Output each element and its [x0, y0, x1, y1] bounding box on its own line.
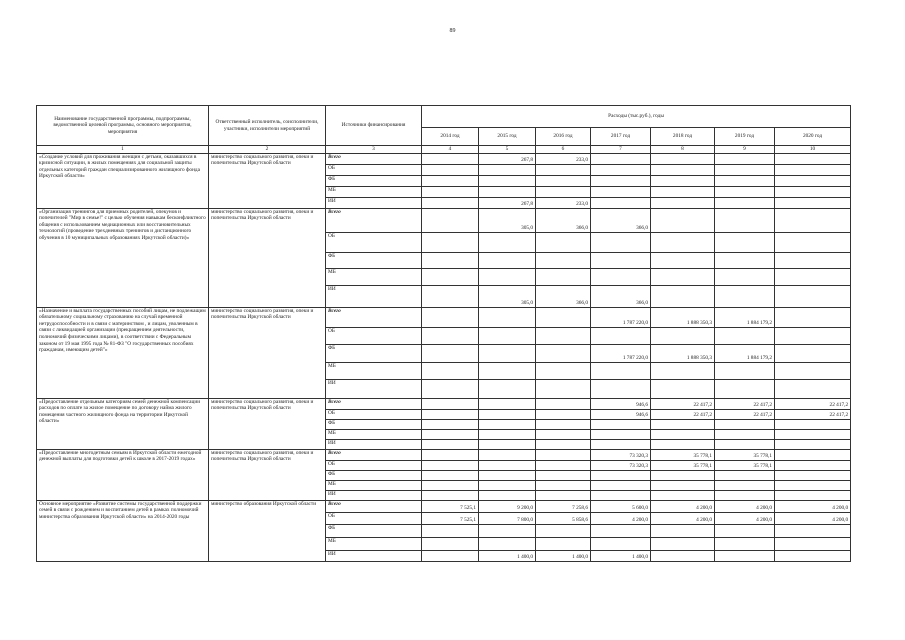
expense-value — [422, 327, 479, 344]
expense-value: 7 800,0 — [479, 512, 536, 524]
expense-value — [715, 550, 775, 561]
funding-source: Всего — [326, 500, 422, 512]
expense-value — [591, 252, 651, 268]
expense-value — [422, 362, 479, 379]
expense-value: 1 884 179,2 — [715, 344, 775, 362]
expense-value — [651, 153, 715, 164]
expense-value: 366,0 — [591, 208, 651, 232]
expense-value: 7 525,1 — [422, 500, 479, 512]
expense-value — [775, 470, 851, 480]
expense-value — [775, 429, 851, 439]
expense-value — [591, 327, 651, 344]
expense-value: 22 417,2 — [715, 409, 775, 419]
header-year: 2015 год — [479, 128, 536, 146]
expense-value — [591, 175, 651, 186]
expense-value — [536, 524, 591, 537]
expense-value — [536, 232, 591, 252]
expense-value: 4 200,0 — [775, 512, 851, 524]
expense-value — [422, 537, 479, 550]
expense-value: 946,6 — [591, 409, 651, 419]
expense-value — [422, 524, 479, 537]
funding-source: ФБ — [326, 175, 422, 186]
expense-value — [775, 480, 851, 490]
program-executor: министерство социального развития, опеки и попечительства Иркутской области — [209, 449, 326, 500]
column-index: 5 — [479, 146, 536, 154]
expense-value: 305,0 — [479, 208, 536, 232]
expense-value — [479, 480, 536, 490]
expense-value — [715, 379, 775, 398]
expense-value — [651, 285, 715, 307]
expense-value — [715, 480, 775, 490]
funding-source: МБ — [326, 362, 422, 379]
expense-value — [536, 164, 591, 175]
header-year: 2020 год — [775, 128, 851, 146]
funding-source: Всего — [326, 398, 422, 409]
expense-value: 7 258,6 — [536, 500, 591, 512]
expense-value — [536, 419, 591, 429]
expense-value — [422, 379, 479, 398]
expense-value — [536, 480, 591, 490]
funding-source: ОБ — [326, 512, 422, 524]
expense-value — [775, 460, 851, 470]
expense-value — [775, 537, 851, 550]
expense-value — [479, 344, 536, 362]
funding-source: ИИ — [326, 490, 422, 500]
expense-value — [715, 175, 775, 186]
expense-value — [591, 537, 651, 550]
expense-value — [479, 186, 536, 197]
expense-value: 305,0 — [479, 285, 536, 307]
expense-value: 35 778,1 — [715, 460, 775, 470]
expense-value — [715, 153, 775, 164]
expense-value — [422, 449, 479, 460]
expense-value: 4 200,0 — [715, 500, 775, 512]
expense-value: 267,8 — [479, 153, 536, 164]
expense-value — [715, 362, 775, 379]
header-year: 2014 год — [422, 128, 479, 146]
expense-value — [422, 197, 479, 208]
expense-value — [536, 344, 591, 362]
column-index: 4 — [422, 146, 479, 154]
expense-value — [536, 379, 591, 398]
funding-source: ИИ — [326, 439, 422, 449]
expense-value — [422, 470, 479, 480]
expense-value — [591, 153, 651, 164]
expense-value — [715, 164, 775, 175]
expense-value — [715, 327, 775, 344]
funding-source: МБ — [326, 268, 422, 285]
program-executor: министерство социального развития, опеки и попечительства Иркутской области — [209, 153, 326, 208]
expense-value: 4 200,0 — [651, 512, 715, 524]
header-executor: Ответственный исполнитель, соисполнители, участники, исполнители мероприятий — [209, 106, 326, 146]
expense-value — [715, 252, 775, 268]
funding-source: ФБ — [326, 524, 422, 537]
expense-value — [775, 419, 851, 429]
expense-value: 1 884 179,2 — [715, 307, 775, 327]
expense-value — [715, 524, 775, 537]
expense-value: 4 200,0 — [715, 512, 775, 524]
expense-value — [479, 409, 536, 419]
expense-value — [775, 164, 851, 175]
expense-value: 35 778,1 — [651, 449, 715, 460]
expense-value — [479, 362, 536, 379]
program-name: «Назначение и выплата государственных пособий лицам, не подлежащим обязательному социальному страхованию на случай временной нетрудоспособности и в связи с материнством , и лицам, уволенным в связи с ликвидацией организации (прекращением деятельности, полномочий физическими лицами), в соответствии с Федеральным законом от 19 мая 1995 года № 81-ФЗ "О государственных пособиях гражданам, имеющим детей"» — [37, 307, 209, 398]
expense-value — [479, 449, 536, 460]
expense-value — [775, 449, 851, 460]
expense-value — [715, 197, 775, 208]
expense-value — [422, 268, 479, 285]
expense-value — [651, 524, 715, 537]
expense-value — [422, 439, 479, 449]
expense-value: 35 778,1 — [651, 460, 715, 470]
expense-value — [479, 327, 536, 344]
expense-value — [651, 186, 715, 197]
expense-value — [591, 429, 651, 439]
expense-value — [422, 164, 479, 175]
expense-value — [651, 419, 715, 429]
expense-value — [536, 439, 591, 449]
expense-value — [479, 379, 536, 398]
expense-value — [651, 429, 715, 439]
expense-value: 22 417,2 — [651, 409, 715, 419]
column-index: 7 — [591, 146, 651, 154]
expense-value: 4 200,0 — [775, 500, 851, 512]
expense-value — [536, 398, 591, 409]
expense-value — [591, 490, 651, 500]
expense-value — [775, 550, 851, 561]
expense-value — [775, 285, 851, 307]
expense-value — [715, 439, 775, 449]
expense-value — [422, 252, 479, 268]
funding-source: МБ — [326, 429, 422, 439]
table-row — [37, 449, 851, 460]
expense-value — [422, 460, 479, 470]
expense-value — [591, 439, 651, 449]
expense-value — [651, 208, 715, 232]
expense-value — [536, 460, 591, 470]
expense-value — [775, 153, 851, 164]
expense-value — [479, 490, 536, 500]
budget-table — [36, 105, 851, 562]
expense-value — [536, 429, 591, 439]
header-source: Источники финансирования — [326, 106, 422, 146]
expense-value — [479, 524, 536, 537]
funding-source: ФБ — [326, 344, 422, 362]
expense-value — [715, 419, 775, 429]
expense-value — [651, 470, 715, 480]
funding-source: МБ — [326, 480, 422, 490]
expense-value — [422, 490, 479, 500]
table-row — [37, 208, 851, 232]
expense-value — [479, 439, 536, 449]
program-name: «Предоставление многодетным семьям в Иркутской области ежегодной денежной выплаты для подготовки детей к школе в 2017-2019 годах» — [37, 449, 209, 500]
expense-value — [479, 470, 536, 480]
expense-value — [536, 537, 591, 550]
expense-value — [651, 164, 715, 175]
expense-value: 1 400,0 — [536, 550, 591, 561]
expense-value — [715, 490, 775, 500]
expense-value — [715, 232, 775, 252]
expense-value — [715, 429, 775, 439]
funding-source: ОБ — [326, 232, 422, 252]
expense-value — [775, 186, 851, 197]
expense-value — [422, 285, 479, 307]
expense-value — [591, 379, 651, 398]
funding-source: Всего — [326, 153, 422, 164]
expense-value: 1 787 220,0 — [591, 307, 651, 327]
funding-source: ФБ — [326, 470, 422, 480]
expense-value — [422, 429, 479, 439]
funding-source: Всего — [326, 449, 422, 460]
expense-value: 73 320,3 — [591, 460, 651, 470]
expense-value — [536, 327, 591, 344]
expense-value — [591, 524, 651, 537]
expense-value — [775, 362, 851, 379]
expense-value — [651, 490, 715, 500]
column-index: 3 — [326, 146, 422, 154]
expense-value — [479, 164, 536, 175]
funding-source: ИИ — [326, 379, 422, 398]
expense-value: 7 525,1 — [422, 512, 479, 524]
expense-value: 9 200,0 — [479, 500, 536, 512]
expense-value — [591, 268, 651, 285]
expense-value — [591, 419, 651, 429]
expense-value — [479, 175, 536, 186]
column-index: 10 — [775, 146, 851, 154]
expense-value — [775, 307, 851, 327]
program-executor: министерство социального развития, опеки и попечительства Иркутской области — [209, 398, 326, 449]
table-row — [37, 398, 851, 409]
expense-value — [479, 398, 536, 409]
expense-value — [715, 208, 775, 232]
program-name: «Создание условий для проживания женщин с детьми, оказавшихся в кризисной ситуации, в жилых помещениях для социальной защиты отдельных категорий граждан специализированного жилищного фонда Иркутской области» — [37, 153, 209, 208]
expense-value: 5 600,0 — [591, 500, 651, 512]
expense-value — [775, 252, 851, 268]
program-name: «Предоставление отдельным категориям семей денежной компенсации расходов по оплате за жилое помещение по договору найма жилого помещения частного жилищного фонда на территории Иркутской области» — [37, 398, 209, 449]
column-index: 9 — [715, 146, 775, 154]
header-year: 2019 год — [715, 128, 775, 146]
expense-value — [479, 307, 536, 327]
expense-value — [422, 398, 479, 409]
expense-value — [775, 344, 851, 362]
expense-value — [651, 379, 715, 398]
expense-value — [479, 232, 536, 252]
expense-value: 366,0 — [536, 285, 591, 307]
expense-value: 22 417,2 — [775, 398, 851, 409]
expense-value — [422, 344, 479, 362]
expense-value — [775, 175, 851, 186]
column-index: 2 — [209, 146, 326, 154]
expense-value — [422, 175, 479, 186]
expense-value: 233,0 — [536, 197, 591, 208]
funding-source: ОБ — [326, 327, 422, 344]
expense-value — [715, 186, 775, 197]
header-name: Наименование государственной программы, подпрограммы, ведомственной целевой программы, основного мероприятия, мероприятия — [37, 106, 209, 146]
expense-value — [715, 537, 775, 550]
funding-source: ОБ — [326, 164, 422, 175]
expense-value — [422, 232, 479, 252]
expense-value — [422, 550, 479, 561]
expense-value — [591, 197, 651, 208]
expense-value — [651, 268, 715, 285]
expense-value — [536, 186, 591, 197]
funding-source: ФБ — [326, 419, 422, 429]
column-index: 8 — [651, 146, 715, 154]
expense-value — [591, 232, 651, 252]
expense-value — [775, 524, 851, 537]
expense-value — [775, 197, 851, 208]
expense-value: 35 778,1 — [715, 449, 775, 460]
expense-value — [715, 470, 775, 480]
program-name: Основное мероприятие «Развитие системы государственной поддержки семей в связи с рождением и воспитанием детей в рамках полномочий министерства образования Иркутской области» на 2014-2020 годы — [37, 500, 209, 561]
expense-value — [591, 164, 651, 175]
table-row — [37, 307, 851, 327]
expense-value — [591, 480, 651, 490]
program-executor: министерство социального развития, опеки и попечительства Иркутской области — [209, 307, 326, 398]
expense-value — [479, 419, 536, 429]
expense-value — [775, 379, 851, 398]
expense-value: 22 417,2 — [775, 409, 851, 419]
expense-value — [479, 252, 536, 268]
expense-value — [536, 449, 591, 460]
expense-value: 1 888 350,3 — [651, 307, 715, 327]
expense-value — [775, 232, 851, 252]
expense-value — [651, 550, 715, 561]
expense-value: 73 320,3 — [591, 449, 651, 460]
expense-value — [775, 439, 851, 449]
expense-value — [422, 208, 479, 232]
expense-value — [536, 175, 591, 186]
expense-value: 1 888 350,3 — [651, 344, 715, 362]
expense-value — [591, 186, 651, 197]
expense-value: 5 858,6 — [536, 512, 591, 524]
expense-value — [651, 537, 715, 550]
expense-value — [422, 307, 479, 327]
funding-source: ОБ — [326, 409, 422, 419]
funding-source: Всего — [326, 208, 422, 232]
funding-source: МБ — [326, 186, 422, 197]
expense-value: 1 400,0 — [479, 550, 536, 561]
expense-value: 1 400,0 — [591, 550, 651, 561]
expense-value — [422, 419, 479, 429]
expense-value — [536, 470, 591, 480]
expense-value — [536, 252, 591, 268]
expense-value — [651, 252, 715, 268]
expense-value — [651, 362, 715, 379]
expense-value: 946,6 — [591, 398, 651, 409]
header-year: 2016 год — [536, 128, 591, 146]
expense-value — [536, 268, 591, 285]
expense-value — [775, 268, 851, 285]
expense-value — [479, 460, 536, 470]
expense-value — [651, 175, 715, 186]
expense-value — [536, 362, 591, 379]
expense-value — [479, 537, 536, 550]
header-year: 2017 год — [591, 128, 651, 146]
expense-value — [422, 480, 479, 490]
expense-value — [775, 490, 851, 500]
expense-value — [651, 480, 715, 490]
program-name: «Организация тренингов для приемных родителей, опекунов и попечителей "Мир в семье!" с целью обучения навыкам бесконфликтного общения с использованием медиационных или восстановительных технологий (проведение трехдневных тренингов и дистанционного обучения в 10 муниципальных образованиях Иркутской области)» — [37, 208, 209, 307]
expense-value — [591, 362, 651, 379]
expense-value: 22 417,2 — [715, 398, 775, 409]
funding-source: ИИ — [326, 197, 422, 208]
expense-value: 366,0 — [536, 208, 591, 232]
funding-source: ИИ — [326, 550, 422, 561]
expense-value — [775, 208, 851, 232]
funding-source: ФБ — [326, 252, 422, 268]
expense-value — [715, 268, 775, 285]
funding-source: ОБ — [326, 460, 422, 470]
expense-value — [775, 327, 851, 344]
expense-value — [651, 327, 715, 344]
page-number: 89 — [449, 28, 456, 34]
expense-value: 4 200,0 — [651, 500, 715, 512]
expense-value: 4 200,0 — [591, 512, 651, 524]
expense-value — [651, 439, 715, 449]
column-index: 1 — [37, 146, 209, 154]
expense-value — [479, 268, 536, 285]
header-expenses: Расходы (тыс.руб.), годы — [422, 106, 851, 128]
expense-value: 267,8 — [479, 197, 536, 208]
expense-value — [536, 490, 591, 500]
header-year: 2018 год — [651, 128, 715, 146]
expense-value — [422, 409, 479, 419]
expense-value — [422, 186, 479, 197]
expense-value — [479, 429, 536, 439]
program-executor: министерство социального развития, опеки и попечительства Иркутской области — [209, 208, 326, 307]
funding-source: ИИ — [326, 285, 422, 307]
expense-value: 366,0 — [591, 285, 651, 307]
funding-source: Всего — [326, 307, 422, 327]
expense-value — [591, 470, 651, 480]
funding-source: МБ — [326, 537, 422, 550]
expense-value — [651, 197, 715, 208]
expense-value: 233,0 — [536, 153, 591, 164]
expense-value — [536, 409, 591, 419]
expense-value: 1 787 220,0 — [591, 344, 651, 362]
column-index: 6 — [536, 146, 591, 154]
expense-value — [536, 307, 591, 327]
expense-value — [422, 153, 479, 164]
expense-value: 22 417,2 — [651, 398, 715, 409]
expense-value — [651, 232, 715, 252]
table-row — [37, 153, 851, 164]
table-row — [37, 500, 851, 512]
program-executor: министерство образования Иркутской области — [209, 500, 326, 561]
expense-value — [715, 285, 775, 307]
